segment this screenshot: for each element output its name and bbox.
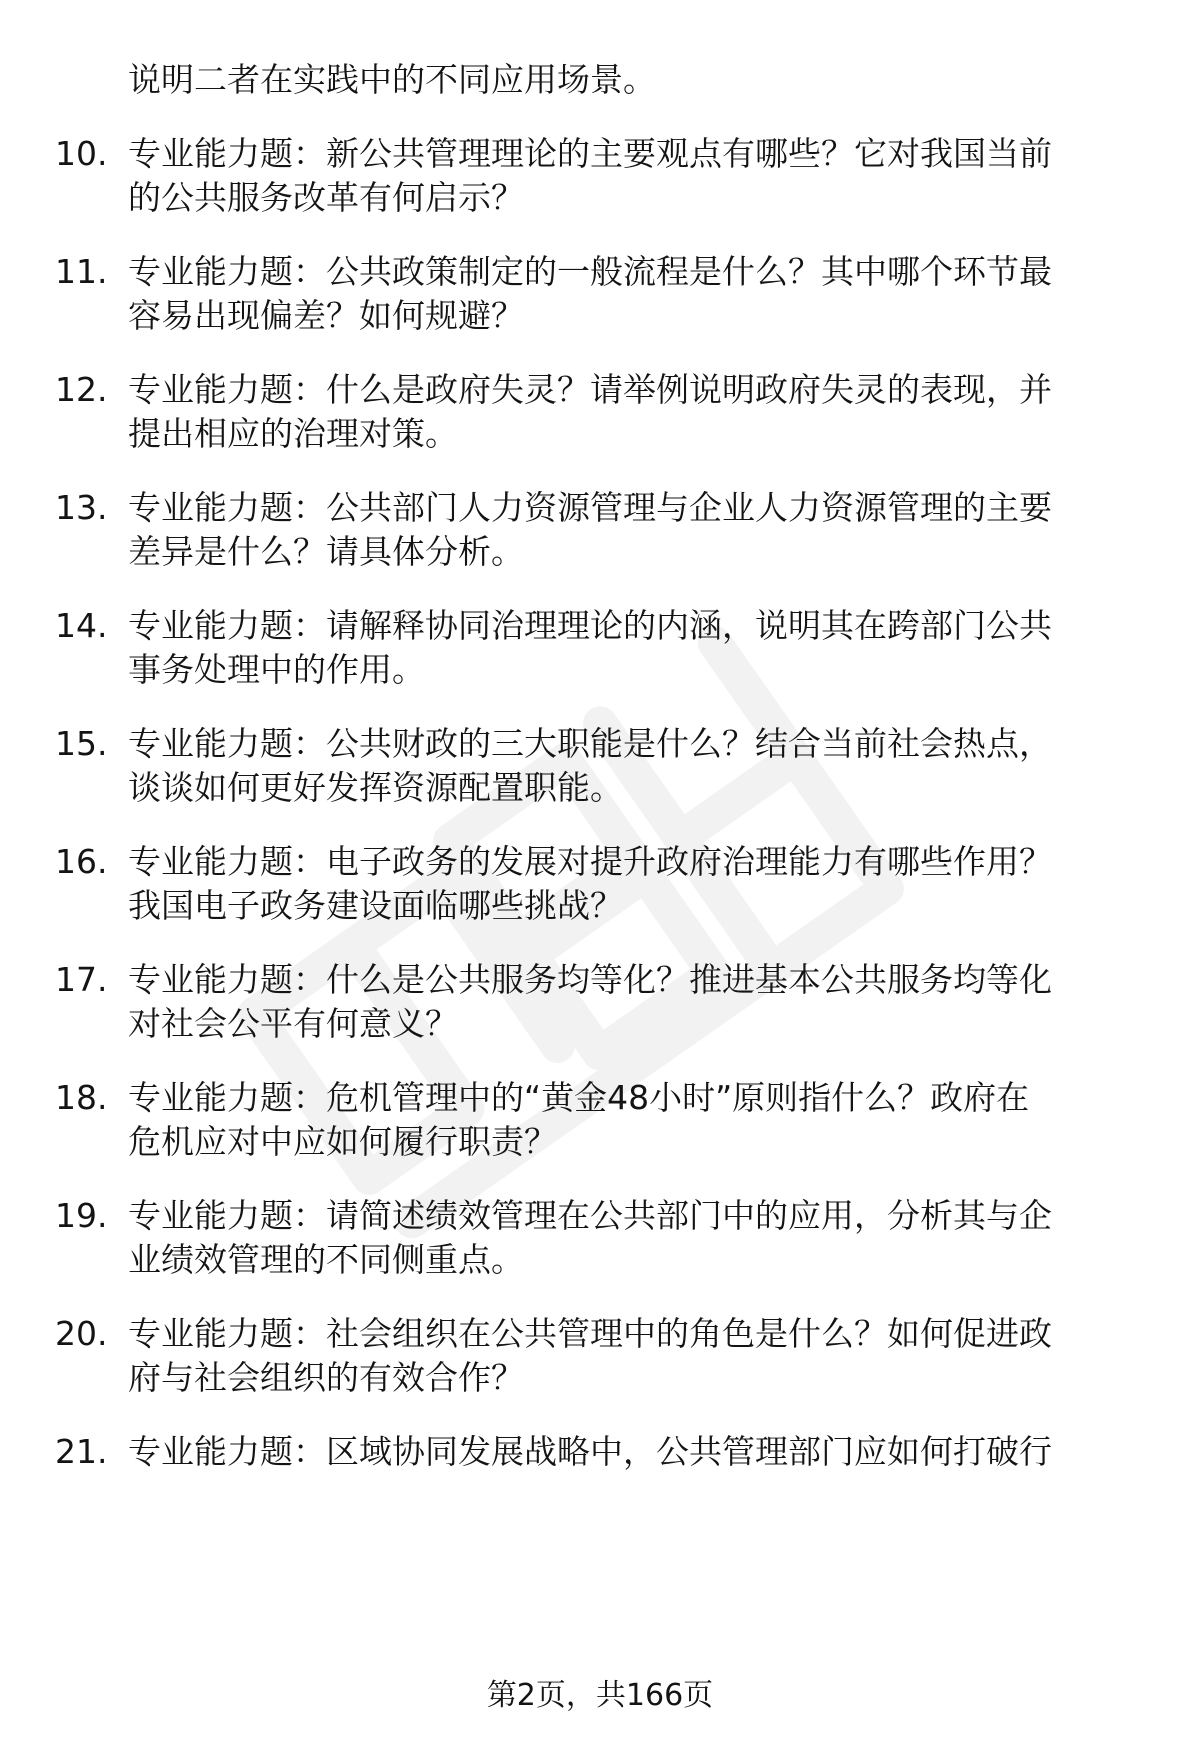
question-number: 20. — [55, 1314, 108, 1353]
question-number: 17. — [55, 960, 108, 999]
question-text-line1: 专业能力题：危机管理中的“黄金48小时”原则指什么？政府在 — [128, 1078, 1030, 1117]
question-text-line2: 府与社会组织的有效合作？ — [128, 1358, 524, 1397]
question-number: 18. — [55, 1078, 108, 1117]
question-number: 14. — [55, 606, 108, 645]
question-text-line1: 专业能力题：电子政务的发展对提升政府治理能力有哪些作用？ — [128, 842, 1052, 881]
question-text-line2: 对社会公平有何意义？ — [128, 1004, 458, 1043]
question-text-line1: 专业能力题：区域协同发展战略中，公共管理部门应如何打破行 — [128, 1432, 1052, 1471]
question-text-line1: 专业能力题：什么是公共服务均等化？推进基本公共服务均等化 — [128, 960, 1052, 999]
question-number: 11. — [55, 252, 108, 291]
question-text-line1: 专业能力题：请简述绩效管理在公共部门中的应用，分析其与企 — [128, 1196, 1052, 1235]
question-number: 15. — [55, 724, 108, 763]
question-number: 16. — [55, 842, 108, 881]
question-text-line1: 专业能力题：请解释协同治理理论的内涵，说明其在跨部门公共 — [128, 606, 1052, 645]
question-number: 12. — [55, 370, 108, 409]
question-text-line1: 专业能力题：什么是政府失灵？请举例说明政府失灵的表现，并 — [128, 370, 1052, 409]
question-text-line2: 提出相应的治理对策。 — [128, 414, 458, 453]
question-number: 13. — [55, 488, 108, 527]
question-text-line1: 专业能力题：公共财政的三大职能是什么？结合当前社会热点， — [128, 724, 1052, 763]
question-text-line1: 专业能力题：新公共管理理论的主要观点有哪些？它对我国当前 — [128, 134, 1052, 173]
question-text-line1: 专业能力题：公共部门人力资源管理与企业人力资源管理的主要 — [128, 488, 1052, 527]
question-number: 10. — [55, 134, 108, 173]
question-text-line2: 的公共服务改革有何启示？ — [128, 178, 524, 217]
question-text-line2: 我国电子政务建设面临哪些挑战？ — [128, 886, 623, 925]
question-text-line1: 专业能力题：社会组织在公共管理中的角色是什么？如何促进政 — [128, 1314, 1052, 1353]
question-text-line2: 容易出现偏差？如何规避？ — [128, 296, 524, 335]
page-footer: 第2页，共166页 — [486, 1678, 714, 1713]
question-text-line2: 差异是什么？请具体分析。 — [128, 532, 524, 571]
question-number: 21. — [55, 1432, 108, 1471]
question-number: 19. — [55, 1196, 108, 1235]
question-text-line2: 谈谈如何更好发挥资源配置职能。 — [128, 768, 623, 807]
question-text-line2: 危机应对中应如何履行职责？ — [128, 1122, 557, 1161]
question-text-line2: 事务处理中的作用。 — [128, 650, 425, 689]
question-text-line1: 专业能力题：公共政策制定的一般流程是什么？其中哪个环节最 — [128, 252, 1052, 291]
continuation-text: 说明二者在实践中的不同应用场景。 — [128, 60, 656, 99]
question-text-line2: 业绩效管理的不同侧重点。 — [128, 1240, 524, 1279]
